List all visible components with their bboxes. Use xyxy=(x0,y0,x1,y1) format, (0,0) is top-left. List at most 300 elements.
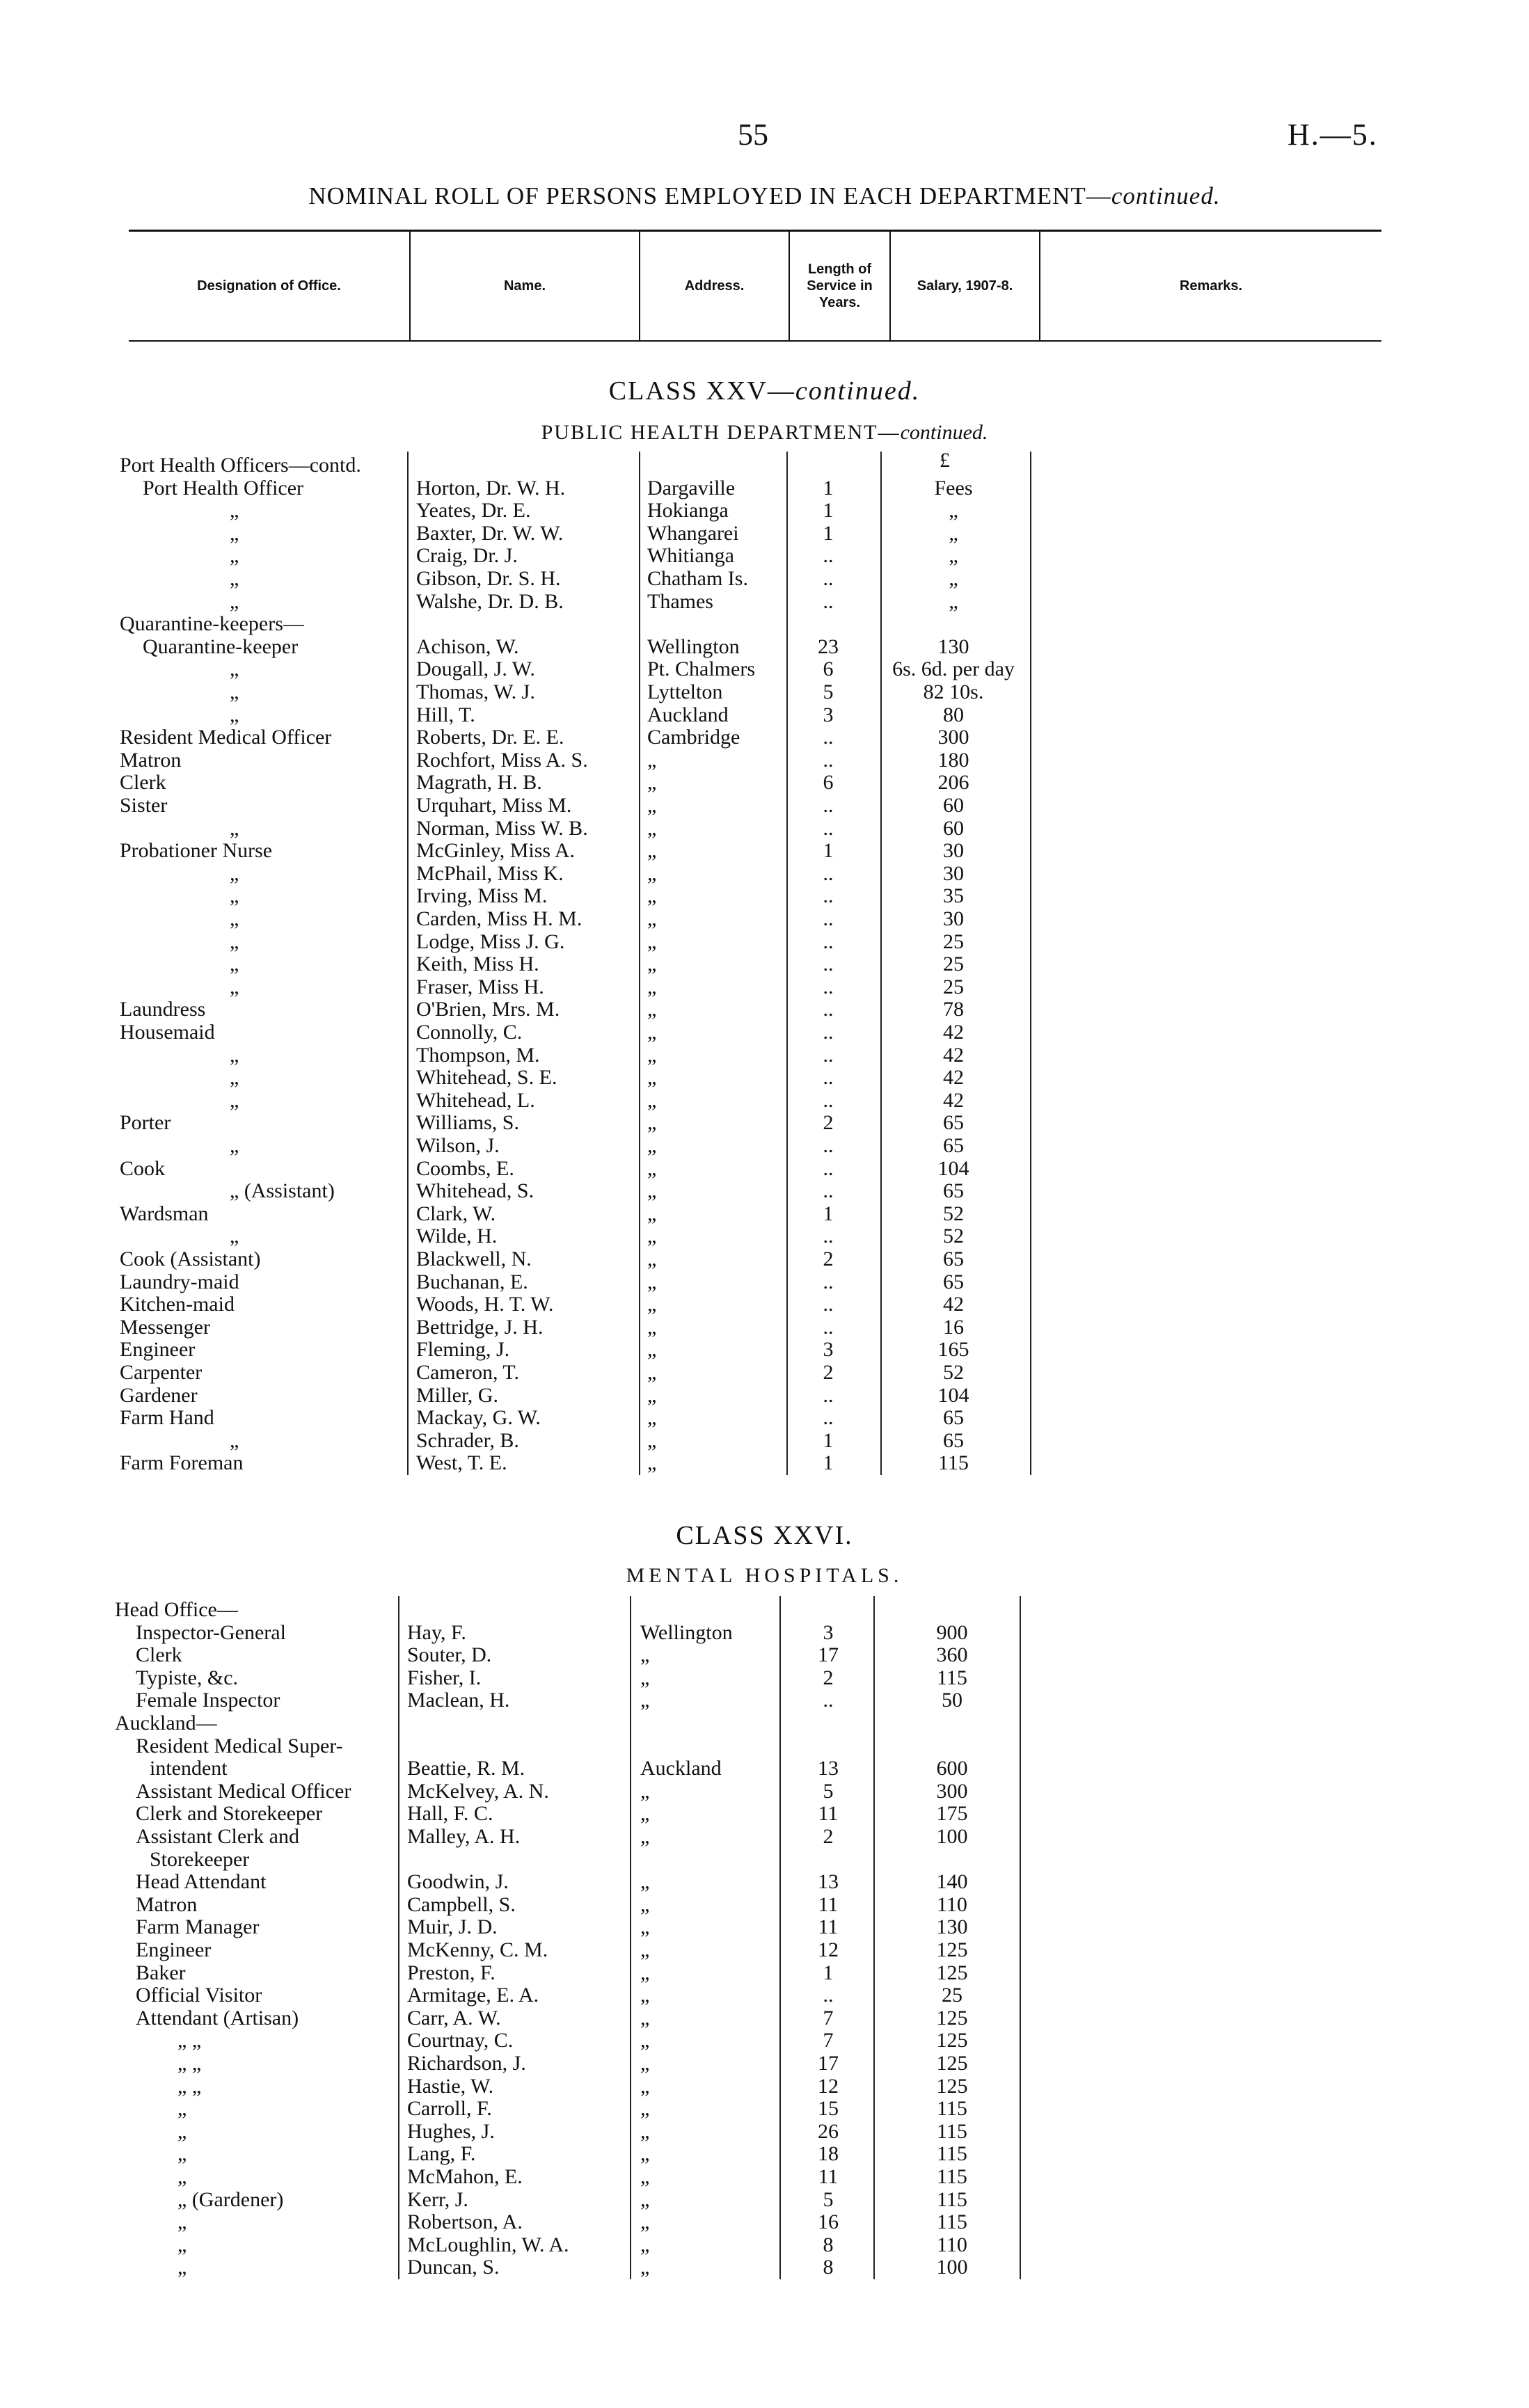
cell-salary: 115 xyxy=(937,2119,967,2143)
cell-salary: 25 xyxy=(943,952,964,976)
table-row xyxy=(0,1385,1529,1407)
cell-length: .. xyxy=(823,1179,834,1203)
cell-address: „ xyxy=(647,1156,657,1180)
cell-salary: 65 xyxy=(943,1179,964,1203)
cell-salary: 104 xyxy=(937,1156,969,1180)
cell-length: 26 xyxy=(818,2119,839,2143)
cell-length: 2 xyxy=(823,1361,834,1384)
table-row xyxy=(0,2121,1529,2143)
title-main: NOMINAL ROLL OF PERSONS EMPLOYED IN EACH DEPARTMENT— xyxy=(308,182,1111,209)
cell-name: Baxter, Dr. W. W. xyxy=(416,521,564,545)
cell-address: „ xyxy=(640,2006,650,2030)
cell-designation: „ xyxy=(230,907,239,930)
cell-name: Armitage, E. A. xyxy=(407,1984,539,2007)
cell-salary: 50 xyxy=(942,1689,962,1712)
cell-length: .. xyxy=(823,1225,834,1248)
cell-designation: „ (Gardener) xyxy=(177,2187,284,2211)
cell-address: „ xyxy=(647,771,657,795)
cell-designation: Clerk xyxy=(120,771,166,795)
cell-salary: 65 xyxy=(943,1406,964,1430)
table-row xyxy=(0,1735,1529,1757)
cell-length: .. xyxy=(823,1984,834,2007)
table-row xyxy=(0,523,1529,545)
cell-length: 3 xyxy=(823,1620,834,1644)
cell-designation: Gardener xyxy=(120,1383,198,1407)
cell-length: 13 xyxy=(818,1757,839,1780)
cell-salary: 115 xyxy=(938,1451,969,1475)
cell-length: .. xyxy=(823,1088,834,1112)
table-row xyxy=(0,976,1529,998)
cell-address: „ xyxy=(647,884,657,908)
col-remarks: Remarks. xyxy=(1179,278,1243,294)
title-italic: continued. xyxy=(1111,182,1221,209)
col-length: Length of Service in Years. xyxy=(790,232,891,340)
table-row xyxy=(0,863,1529,885)
cell-designation: „ xyxy=(230,657,239,681)
cell-name: Wilde, H. xyxy=(416,1225,498,1248)
table-row xyxy=(0,1939,1529,1961)
column-rule xyxy=(786,452,788,1475)
cell-designation: Clerk xyxy=(136,1643,182,1667)
cell-length: 8 xyxy=(823,2233,834,2256)
cell-length: 18 xyxy=(818,2142,839,2166)
cell-name: Irving, Miss M. xyxy=(416,884,548,908)
cell-length: 5 xyxy=(823,2187,834,2211)
cell-name: Hill, T. xyxy=(416,703,475,726)
cell-length: 2 xyxy=(823,1247,834,1270)
table-row xyxy=(0,885,1529,907)
cell-designation: Matron xyxy=(136,1892,198,1916)
cell-name: Craig, Dr. J. xyxy=(416,544,518,568)
table-row xyxy=(0,1984,1529,2007)
page-title xyxy=(0,182,1529,210)
table-row xyxy=(0,2189,1529,2211)
cell-designation: Porter xyxy=(120,1111,171,1135)
cell-salary: 100 xyxy=(936,2256,968,2279)
cell-designation: Farm Hand xyxy=(120,1406,214,1430)
cell-address: Thames xyxy=(647,589,713,613)
table-row xyxy=(0,908,1529,930)
cell-address: Pt. Chalmers xyxy=(647,657,755,681)
cell-address: „ xyxy=(647,975,657,998)
table-row xyxy=(0,1158,1529,1180)
cell-address: „ xyxy=(640,1779,650,1803)
cell-length: 17 xyxy=(818,1643,839,1667)
cell-address: „ xyxy=(647,1247,657,1270)
cell-name: Malley, A. H. xyxy=(407,1825,521,1848)
cell-salary: 110 xyxy=(937,2233,967,2256)
cell-address: „ xyxy=(640,2210,650,2234)
cell-name: Cameron, T. xyxy=(416,1361,520,1384)
cell-length: .. xyxy=(823,998,834,1021)
table-row xyxy=(0,1180,1529,1202)
cell-designation: Cook (Assistant) xyxy=(120,1247,261,1270)
cell-address: „ xyxy=(640,2119,650,2143)
cell-length: 16 xyxy=(818,2210,839,2234)
cell-salary: 130 xyxy=(936,1915,968,1939)
cell-salary: 125 xyxy=(936,2052,968,2075)
cell-address: Hokianga xyxy=(647,499,729,523)
cell-salary: 360 xyxy=(936,1643,968,1667)
table-row xyxy=(0,2007,1529,2030)
cell-length: .. xyxy=(823,816,834,840)
table-row xyxy=(0,1430,1529,1452)
cell-name: Carroll, F. xyxy=(407,2097,492,2121)
department-heading-1 xyxy=(0,421,1529,445)
table-row xyxy=(0,931,1529,953)
cell-salary: 900 xyxy=(936,1620,968,1644)
table-row xyxy=(0,2075,1529,2098)
table-row xyxy=(0,591,1529,613)
cell-length: 8 xyxy=(823,2256,834,2279)
cell-name: Courtnay, C. xyxy=(407,2029,514,2052)
cell-designation: Storekeeper xyxy=(150,1847,250,1871)
cell-designation: Head Office— xyxy=(115,1598,238,1621)
cell-name: Mackay, G. W. xyxy=(416,1406,541,1430)
cell-designation: „ xyxy=(230,975,239,998)
cell-length: 12 xyxy=(818,2074,839,2098)
cell-length: 1 xyxy=(823,1451,834,1475)
cell-length: .. xyxy=(823,1066,834,1090)
cell-designation: „ xyxy=(230,884,239,908)
cell-length: .. xyxy=(823,567,834,590)
cell-length: 1 xyxy=(823,499,834,523)
cell-designation: „ xyxy=(177,2210,187,2234)
cell-length: .. xyxy=(823,952,834,976)
table-row xyxy=(0,1689,1529,1712)
cell-designation: Quarantine-keeper xyxy=(143,635,299,658)
cell-name: Richardson, J. xyxy=(407,2052,526,2075)
cell-salary: 6s. 6d. per day xyxy=(892,657,1015,681)
cell-address: „ xyxy=(640,2142,650,2166)
cell-address: „ xyxy=(647,1066,657,1090)
cell-name: Horton, Dr. W. H. xyxy=(416,476,566,500)
cell-address: „ xyxy=(640,1892,650,1916)
document-reference: H.—5. xyxy=(1288,118,1378,152)
cell-designation: „ xyxy=(230,952,239,976)
cell-salary: Fees xyxy=(934,476,973,500)
cell-name: West, T. E. xyxy=(416,1451,507,1475)
cell-length: 13 xyxy=(818,1870,839,1894)
cell-length: 1 xyxy=(823,1961,834,1984)
cell-length: .. xyxy=(823,1315,834,1339)
table-row xyxy=(0,1780,1529,1803)
currency-symbol: £ xyxy=(940,449,950,472)
class-heading-2: CLASS XXVI. xyxy=(676,1521,853,1550)
table-row xyxy=(0,1225,1529,1247)
cell-salary: 125 xyxy=(936,2074,968,2098)
cell-name: Preston, F. xyxy=(407,1961,496,1984)
cell-address: „ xyxy=(640,1825,650,1848)
cell-designation: „ xyxy=(230,1066,239,1090)
cell-designation: „ xyxy=(230,1043,239,1067)
cell-salary: 110 xyxy=(937,1892,967,1916)
table-row xyxy=(0,2166,1529,2188)
dept-label: PUBLIC HEALTH DEPARTMENT— xyxy=(541,421,901,444)
cell-designation: intendent xyxy=(150,1757,228,1780)
cell-name: Fraser, Miss H. xyxy=(416,975,544,998)
cell-address: „ xyxy=(647,1383,657,1407)
cell-name: Gibson, Dr. S. H. xyxy=(416,567,561,590)
cell-salary: 125 xyxy=(936,1938,968,1961)
table-row xyxy=(0,1826,1529,1848)
cell-salary: 60 xyxy=(943,794,964,817)
cell-designation: „ xyxy=(230,1225,239,1248)
cell-name: Carden, Miss H. M. xyxy=(416,907,583,930)
cell-salary: 104 xyxy=(937,1383,969,1407)
cell-salary: 82 10s. xyxy=(923,680,984,703)
table-row xyxy=(0,1962,1529,1984)
cell-designation: „ „ xyxy=(177,2052,202,2075)
cell-name: Hay, F. xyxy=(407,1620,466,1644)
cell-length: 3 xyxy=(823,1338,834,1362)
table-row xyxy=(0,1339,1529,1361)
table-row xyxy=(0,1293,1529,1316)
cell-designation: „ xyxy=(230,703,239,726)
cell-name: McPhail, Miss K. xyxy=(416,861,564,885)
cell-name: Campbell, S. xyxy=(407,1892,516,1916)
cell-address: „ xyxy=(640,1666,650,1689)
cell-length: .. xyxy=(823,1021,834,1044)
cell-address: „ xyxy=(647,952,657,976)
cell-length: 6 xyxy=(823,657,834,681)
cell-designation: Female Inspector xyxy=(136,1689,280,1712)
column-rule xyxy=(1020,1596,1021,2279)
cell-address: „ xyxy=(647,907,657,930)
table-row xyxy=(0,613,1529,635)
cell-length: 11 xyxy=(818,1802,839,1826)
column-rule xyxy=(880,452,882,1475)
cell-salary: 65 xyxy=(943,1270,964,1293)
cell-name: Williams, S. xyxy=(416,1111,519,1135)
cell-name: Fleming, J. xyxy=(416,1338,510,1362)
table-row xyxy=(0,1916,1529,1938)
cell-salary: 125 xyxy=(936,1961,968,1984)
cell-address: „ xyxy=(647,1225,657,1248)
col-name: Name. xyxy=(411,232,640,340)
cell-designation: Assistant Clerk and xyxy=(136,1825,299,1848)
cell-salary: 60 xyxy=(943,816,964,840)
cell-name: Lodge, Miss J. G. xyxy=(416,930,565,953)
cell-address: Wellington xyxy=(640,1620,733,1644)
cell-name: Thomas, W. J. xyxy=(416,680,535,703)
cell-salary: „ xyxy=(949,544,958,568)
cell-address: „ xyxy=(640,1802,650,1826)
cell-address: „ xyxy=(647,839,657,863)
cell-length: 15 xyxy=(818,2097,839,2121)
cell-designation: „ xyxy=(230,816,239,840)
cell-designation: „ xyxy=(230,521,239,545)
cell-designation: „ „ xyxy=(177,2074,202,2098)
cell-salary: 42 xyxy=(943,1293,964,1316)
cell-name: Woods, H. T. W. xyxy=(416,1293,554,1316)
cell-length: 2 xyxy=(823,1825,834,1848)
cell-salary: 52 xyxy=(943,1225,964,1248)
cell-address: „ xyxy=(647,1043,657,1067)
dept-italic: continued. xyxy=(900,421,988,444)
cell-address: „ xyxy=(647,748,657,772)
class-italic: continued. xyxy=(795,376,921,406)
cell-name: Carr, A. W. xyxy=(407,2006,501,2030)
cell-salary: 125 xyxy=(936,2029,968,2052)
cell-name: Keith, Miss H. xyxy=(416,952,539,976)
table-row xyxy=(0,795,1529,817)
cell-designation: „ xyxy=(230,1428,239,1452)
cell-salary: „ xyxy=(949,521,958,545)
cell-name: Buchanan, E. xyxy=(416,1270,528,1293)
cell-address: Cambridge xyxy=(647,726,740,749)
cell-length: 5 xyxy=(823,680,834,703)
cell-address: „ xyxy=(647,1179,657,1203)
cell-address: „ xyxy=(647,1315,657,1339)
cell-address: „ xyxy=(640,2187,650,2211)
cell-salary: 78 xyxy=(943,998,964,1021)
cell-salary: 115 xyxy=(937,1666,967,1689)
cell-name: Yeates, Dr. E. xyxy=(416,499,531,523)
cell-designation: „ xyxy=(230,499,239,523)
cell-designation: Farm Foreman xyxy=(120,1451,244,1475)
cell-designation: Laundry-maid xyxy=(120,1270,239,1293)
cell-designation: Port Health Officers—contd. xyxy=(120,454,361,477)
cell-address: „ xyxy=(640,1689,650,1712)
table-row xyxy=(0,2234,1529,2256)
cell-name: Whitehead, S. E. xyxy=(416,1066,557,1090)
cell-address: „ xyxy=(640,1870,650,1894)
table-row xyxy=(0,454,1529,477)
cell-length: 2 xyxy=(823,1666,834,1689)
cell-name: Coombs, E. xyxy=(416,1156,514,1180)
table-row xyxy=(0,1021,1529,1044)
cell-length: .. xyxy=(823,748,834,772)
cell-salary: 65 xyxy=(943,1247,964,1270)
cell-designation: „ xyxy=(177,2233,187,2256)
cell-name: Hughes, J. xyxy=(407,2119,495,2143)
cell-name: Bettridge, J. H. xyxy=(416,1315,544,1339)
table-row xyxy=(0,953,1529,975)
cell-length: .. xyxy=(823,1156,834,1180)
table-row xyxy=(0,1135,1529,1157)
table-row xyxy=(0,2211,1529,2233)
cell-name: Beattie, R. M. xyxy=(407,1757,525,1780)
cell-designation: Kitchen-maid xyxy=(120,1293,235,1316)
table-row xyxy=(0,704,1529,726)
cell-salary: „ xyxy=(949,499,958,523)
cell-salary: 130 xyxy=(937,635,969,658)
cell-address: „ xyxy=(640,2029,650,2052)
table-row xyxy=(0,1044,1529,1067)
cell-name: Goodwin, J. xyxy=(407,1870,509,1894)
class-heading-1 xyxy=(0,376,1529,406)
cell-name: Blackwell, N. xyxy=(416,1247,532,1270)
cell-designation: „ xyxy=(177,2097,187,2121)
cell-salary: 165 xyxy=(937,1338,969,1362)
table-row xyxy=(0,1112,1529,1134)
cell-name: Kerr, J. xyxy=(407,2187,468,2211)
cell-length: 7 xyxy=(823,2006,834,2030)
cell-salary: 52 xyxy=(943,1202,964,1225)
cell-length: 5 xyxy=(823,1779,834,1803)
cell-address: „ xyxy=(640,2165,650,2188)
cell-address: „ xyxy=(640,1961,650,1984)
col-designation: Designation of Office. xyxy=(129,232,411,340)
cell-designation: Attendant (Artisan) xyxy=(136,2006,299,2030)
cell-length: .. xyxy=(823,861,834,885)
cell-length: .. xyxy=(823,1293,834,1316)
cell-address: „ xyxy=(647,1338,657,1362)
cell-designation: Housemaid xyxy=(120,1021,215,1044)
cell-designation: „ xyxy=(177,2256,187,2279)
cell-name: Connolly, C. xyxy=(416,1021,523,1044)
cell-address: „ xyxy=(647,1088,657,1112)
cell-designation: Farm Manager xyxy=(136,1915,260,1939)
cell-name: Schrader, B. xyxy=(416,1428,519,1452)
cell-designation: Laundress xyxy=(120,998,206,1021)
cell-name: Dougall, J. W. xyxy=(416,657,535,681)
table-row xyxy=(0,1362,1529,1384)
cell-length: 1 xyxy=(823,1428,834,1452)
cell-address: „ xyxy=(640,2233,650,2256)
cell-designation: „ xyxy=(230,680,239,703)
table-row xyxy=(0,1757,1529,1780)
cell-salary: 42 xyxy=(943,1066,964,1090)
col-salary: Salary, 1907-8. xyxy=(891,232,1040,340)
cell-name: Maclean, H. xyxy=(407,1689,510,1712)
table-row xyxy=(0,545,1529,567)
cell-address: „ xyxy=(647,816,657,840)
cell-name: Miller, G. xyxy=(416,1383,498,1407)
cell-salary: 25 xyxy=(942,1984,962,2007)
cell-salary: 115 xyxy=(937,2097,967,2121)
cell-salary: 30 xyxy=(943,861,964,885)
cell-designation: „ (Assistant) xyxy=(230,1179,335,1203)
table-row xyxy=(0,477,1529,500)
cell-salary: 65 xyxy=(943,1111,964,1135)
table-row xyxy=(0,1644,1529,1666)
cell-name: Roberts, Dr. E. E. xyxy=(416,726,564,749)
table-row xyxy=(0,726,1529,749)
cell-name: Hall, F. C. xyxy=(407,1802,493,1826)
cell-name: Whitehead, L. xyxy=(416,1088,535,1112)
column-rule xyxy=(630,1596,631,2279)
cell-salary: 65 xyxy=(943,1428,964,1452)
table-row xyxy=(0,1407,1529,1429)
cell-address: „ xyxy=(647,1111,657,1135)
cell-salary: 140 xyxy=(936,1870,968,1894)
table-row xyxy=(0,818,1529,840)
column-rule xyxy=(407,452,409,1475)
cell-length: 7 xyxy=(823,2029,834,2052)
cell-salary: 115 xyxy=(937,2210,967,2234)
cell-salary: 80 xyxy=(943,703,964,726)
column-rule xyxy=(873,1596,875,2279)
cell-address: „ xyxy=(647,1361,657,1384)
cell-salary: 125 xyxy=(936,2006,968,2030)
table-row xyxy=(0,2256,1529,2279)
table-row xyxy=(0,2052,1529,2075)
cell-designation: Wardsman xyxy=(120,1202,209,1225)
cell-designation: Engineer xyxy=(120,1338,196,1362)
cell-designation: Sister xyxy=(120,794,168,817)
cell-name: Lang, F. xyxy=(407,2142,476,2166)
table-row xyxy=(0,1667,1529,1689)
cell-name: Muir, J. D. xyxy=(407,1915,498,1939)
cell-salary: 30 xyxy=(943,907,964,930)
cell-name: Duncan, S. xyxy=(407,2256,500,2279)
table-row xyxy=(0,1622,1529,1644)
cell-designation: Inspector-General xyxy=(136,1620,286,1644)
table-row xyxy=(0,772,1529,794)
cell-designation: „ xyxy=(177,2119,187,2143)
